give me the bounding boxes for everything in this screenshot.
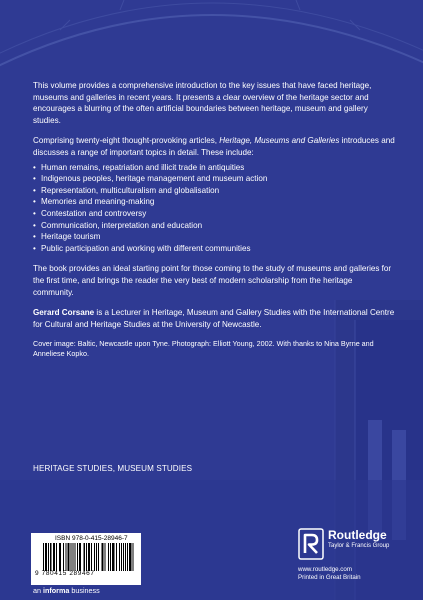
barcode-bar <box>119 543 120 571</box>
barcode-bar <box>45 543 47 571</box>
barcode-bar <box>43 543 44 571</box>
subject-category: HERITAGE STUDIES, MUSEUM STUDIES <box>33 464 193 473</box>
routledge-r-logo-icon <box>298 528 324 560</box>
list-item: • Contestation and controversy <box>33 208 147 218</box>
isbn-barcode <box>31 533 141 585</box>
barcode-bar <box>110 543 111 571</box>
isbn-label: ISBN 978-0-415-28946-7 <box>55 535 128 542</box>
list-item: • Public participation and working with different communities <box>33 243 251 253</box>
barcode-bar <box>123 543 124 571</box>
publisher-info <box>298 566 361 582</box>
list-item: • Indigenous peoples, heritage management and museum action <box>33 174 268 184</box>
barcode-bar <box>79 543 81 571</box>
barcode-bar <box>59 543 61 571</box>
barcode-bar <box>48 543 49 571</box>
publisher-logo <box>298 528 389 560</box>
barcode-bar <box>96 543 97 571</box>
barcode-bar <box>108 543 109 571</box>
barcode-bar <box>50 543 52 571</box>
barcode-bar <box>86 543 87 571</box>
barcode-bar <box>66 543 67 571</box>
barcode-bar <box>68 543 70 571</box>
barcode-bar <box>63 543 64 571</box>
book-title-italic: Heritage, Museums and Galleries <box>219 136 340 146</box>
barcode-bar <box>88 543 90 571</box>
publisher-website: www.routledge.com <box>298 566 352 573</box>
list-item: • Communication, interpretation and education <box>33 220 203 230</box>
barcode-bar <box>73 543 74 571</box>
publisher-group: Taylor & Francis Group <box>328 543 390 549</box>
barcode-bar <box>71 543 72 571</box>
informa-business-line: an informa business <box>33 586 100 595</box>
barcode-bar <box>56 543 57 571</box>
back-cover-text <box>33 80 395 360</box>
list-item: • Human remains, repatriation and illicit trade in antiquities <box>33 162 245 172</box>
author-name: Gerard Corsane <box>33 308 95 318</box>
informa-brand: informa <box>43 586 70 595</box>
cover-credit: Cover image: Baltic, Newcastle upon Tyne. Photograph: Elliott Young, 2002. With thanks to Nina Byrne and Anneliese Kopko. <box>33 339 374 359</box>
barcode-digits: 9 780415 289467 <box>35 570 95 577</box>
publisher-name: Routledge <box>328 528 387 542</box>
barcode-bar <box>121 543 122 571</box>
barcode-bar <box>91 543 92 571</box>
description-paragraph-2: Comprising twenty-eight thought-provoking articles, Heritage, Museums and Galleries introduces and discusses a range of important topics in detail. These include: <box>33 136 395 157</box>
barcode-bar <box>125 543 126 571</box>
list-item: • Heritage tourism <box>33 232 101 242</box>
barcode-bar <box>127 543 128 571</box>
barcode-bars <box>41 543 137 571</box>
barcode-bar <box>84 543 86 571</box>
description-paragraph-1: This volume provides a comprehensive introduction to the key issues that have faced heritage, museums and galleries in recent years. It presents a clear overview of the heritage sector and encourages a blurring of the often artificial boundaries between heritage, museum and gallery studies. <box>33 81 372 125</box>
barcode-bar <box>77 543 78 571</box>
description-paragraph-3: The book provides an ideal starting point for those coming to the study of museums and galleries for the first time, and brings the reader the very best of modern scholarship from the heritage community. <box>33 264 392 297</box>
barcode-bar <box>53 543 55 571</box>
barcode-bar <box>105 543 106 571</box>
topics-list <box>33 162 395 255</box>
barcode-bar <box>112 543 115 571</box>
barcode-bar <box>116 543 117 571</box>
printed-in: Printed in Great Britain <box>298 574 361 582</box>
barcode-bar <box>75 543 76 571</box>
list-item: • Memories and meaning-making <box>33 197 155 207</box>
barcode-bar <box>129 543 132 571</box>
author-bio: Gerard Corsane is a Lecturer in Heritage, Museum and Gallery Studies with the International Centre for Cultural and Heritage Studies at the University of Newcastle. <box>33 308 395 329</box>
barcode-bar <box>94 543 95 571</box>
list-item: • Representation, multiculturalism and globalisation <box>33 185 220 195</box>
barcode-bar <box>98 543 99 571</box>
barcode-bar <box>133 543 134 571</box>
barcode-bar <box>102 543 104 571</box>
